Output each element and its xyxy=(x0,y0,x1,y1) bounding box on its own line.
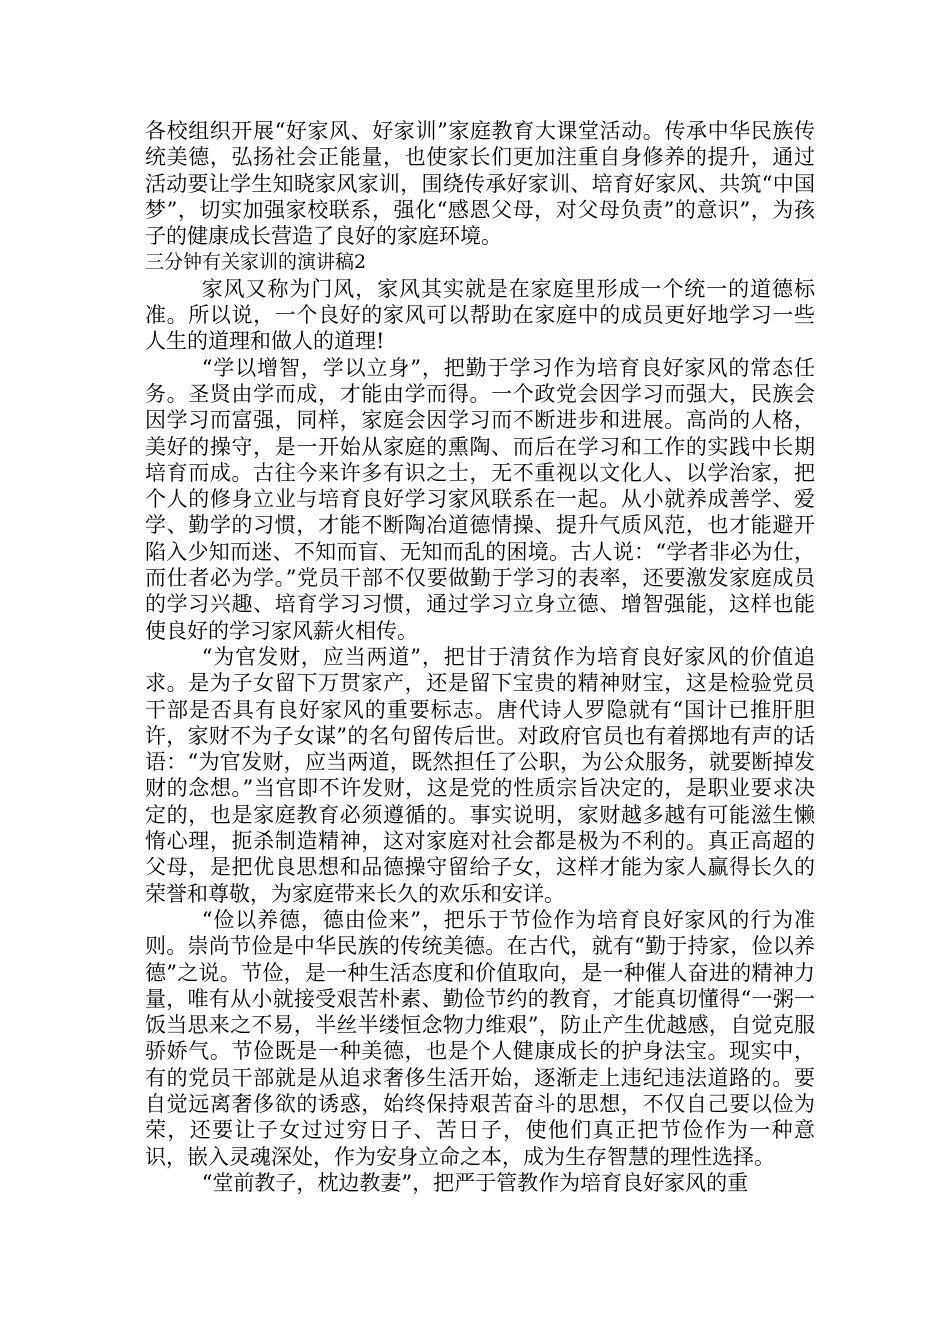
paragraph-thrift: “俭以养德，德由俭来”，把乐于节俭作为培育良好家风的行为准则。崇尚节俭是中华民族的传统美德。在古代，就有“勤于持家，俭以养德”之说。节俭，是一种生活态度和价值取向，是一种催人奋进的精神力量，唯有从小就接受艰苦朴素、勤俭节约的教育，才能真切懂得“一粥一饭当思来之不易，半丝半缕恒念物力维艰”，防止产生优越感，自觉克服骄娇气。节俭既是一种美德，也是个人健康成长的护身法宝。现实中，有的党员干部就是从追求奢侈生活开始，逐渐走上违纪违法道路的。要自觉远离奢侈欲的诱惑，始终保持艰苦奋斗的思想，不仅自己要以俭为荣，还要让子女过过穷日子、苦日子，使他们真正把节俭作为一种意识，嵌入灵魂深处，作为安身立命之本，成为生存智慧的理性选择。 xyxy=(145,907,815,1169)
paragraph-discipline: “堂前教子，枕边教妻”，把严于管教作为培育良好家风的重 xyxy=(201,1170,749,1195)
document-page xyxy=(145,118,815,1196)
section-heading: 三分钟有关家训的演讲稿2 xyxy=(145,251,367,274)
paragraph-intro: 家风又称为门风，家风其实就是在家庭里形成一个统一的道德标准。所以说，一个良好的家风可以帮助在家庭中的成员更好地学习一些人生的道理和做人的道理! xyxy=(145,276,815,354)
paragraph-study: “学以增智，学以立身”，把勤于学习作为培育良好家风的常态任务。圣贤由学而成，才能由学而得。一个政党会因学习而强大，民族会因学习而富强，同样，家庭会因学习而不断进步和进展。高尚的人格，美好的操守，是一开始从家庭的熏陶、而后在学习和工作的实践中长期培育而成。古往今来许多有识之士，无不重视以文化人、以学治家，把个人的修身立业与培育良好学习家风联系在一起。从小就养成善学、爱学、勤学的习惯，才能不断陶冶道德情操、提升气质风范，也才能避开陷入少知而迷、不知而盲、无知而乱的困境。古人说：“学者非必为仕，而仕者必为学。”党员干部不仅要做勤于学习的表率，还要激发家庭成员的学习兴趣、培育学习习惯，通过学习立身立德、增智强能，这样也能使良好的学习家风薪火相传。 xyxy=(145,355,815,643)
paragraph-integrity: “为官发财，应当两道”，把甘于清贫作为培育良好家风的价值追求。是为子女留下万贯家产，还是留下宝贵的精神财宝，这是检验党员干部是否具有良好家风的重要标志。唐代诗人罗隐就有“国计已推肝胆许，家财不为子女谋”的名句留传后世。对政府官员也有着掷地有声的话语：“为官发财，应当两道，既然担任了公职，为公众服务，就要断掉发财的念想。”当官即不许发财，这是党的性质宗旨决定的，是职业要求决定的，也是家庭教育必须遵循的。事实说明，家财越多越有可能滋生懒惰心理，扼杀制造精神，这对家庭对社会都是极为不利的。真正高超的父母，是把优良思想和品德操守留给子女，这样才能为家人赢得长久的荣誉和尊敬，为家庭带来长久的欢乐和安详。 xyxy=(145,644,815,906)
paragraph-continuation: 各校组织开展“好家风、好家训”家庭教育大课堂活动。传承中华民族传统美德，弘扬社会正能量，也使家长们更加注重自身修养的提升，通过活动要让学生知晓家风家训，围绕传承好家训、培育好家风、共筑“中国梦”，切实加强家校联系，强化“感恩父母，对父母负责”的意识”，为孩子的健康成长营造了良好的家庭环境。 xyxy=(145,119,815,249)
